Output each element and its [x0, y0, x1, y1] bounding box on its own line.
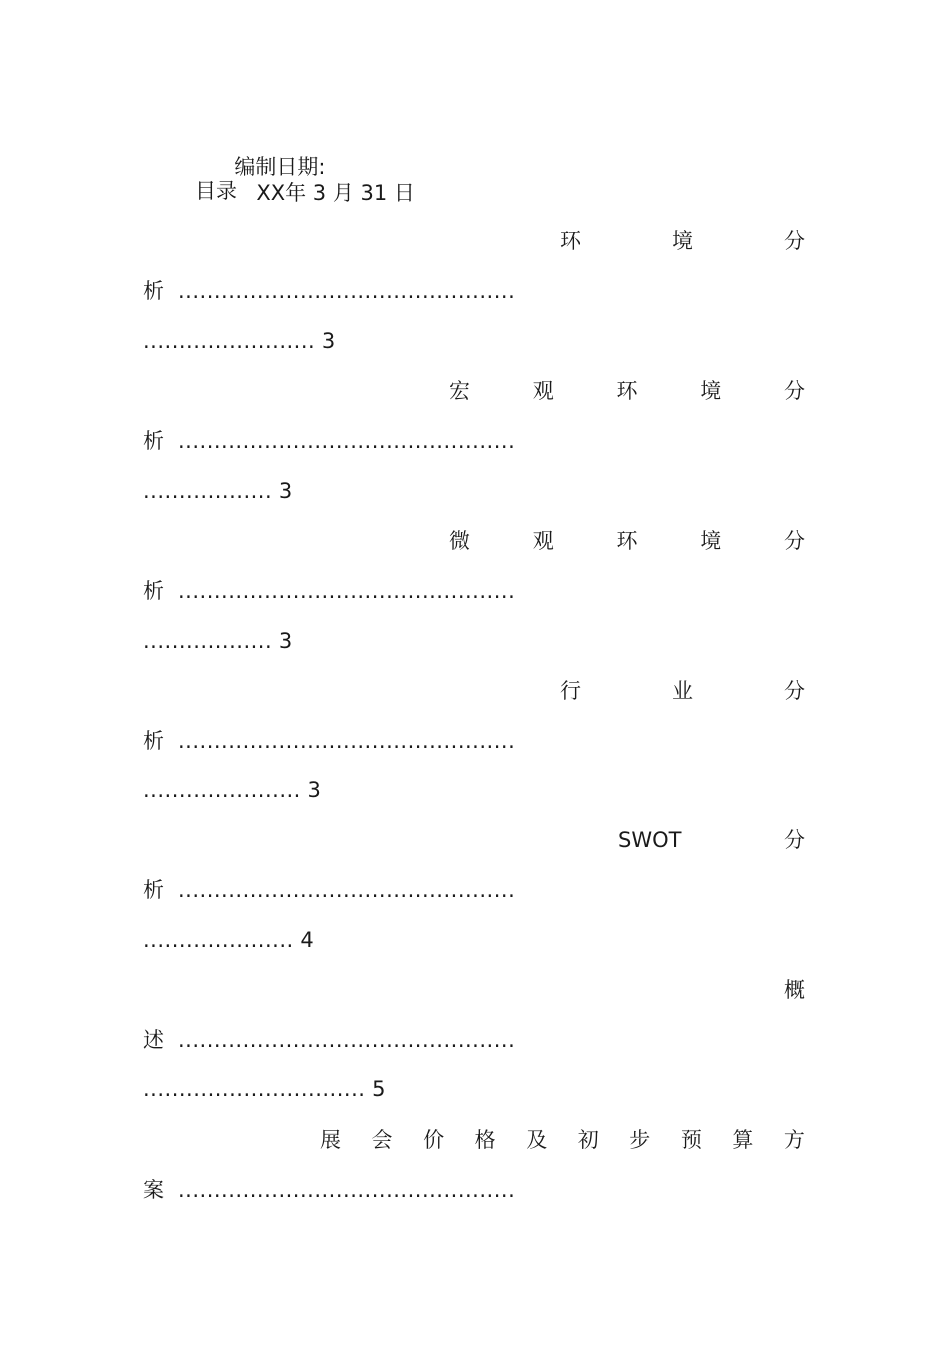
- toc-entry-char: 宏: [449, 379, 470, 403]
- toc-leader-dots: ..................: [143, 479, 273, 503]
- toc-heading: 目录: [195, 179, 237, 203]
- toc-entry-char: 环: [560, 229, 581, 253]
- toc-leader-dots: ...............................: [143, 1077, 366, 1101]
- toc-entry-char: 方: [783, 1128, 805, 1152]
- toc-page-number: 3: [278, 629, 293, 653]
- toc-leader-dots: ..................: [143, 629, 273, 653]
- toc-leader-dots: ......................: [143, 778, 301, 802]
- toc-entry-7-head[interactable]: [320, 1126, 805, 1154]
- toc-entry-char: 概: [784, 978, 805, 1002]
- toc-entry-tail: 案: [143, 1178, 164, 1202]
- toc-entry-3-leader: [143, 578, 515, 604]
- toc-entry-char: 分: [784, 679, 805, 703]
- toc-entry-5-head[interactable]: [618, 826, 805, 854]
- toc-entry-char: 格: [474, 1128, 496, 1152]
- toc-entry-char: 预: [680, 1128, 702, 1152]
- toc-leader-dots: ...............................................: [178, 1178, 516, 1202]
- toc-entry-char: 微: [449, 529, 470, 553]
- toc-leader-dots: ...............................................: [178, 579, 516, 603]
- toc-entry-5-page: [143, 927, 314, 953]
- toc-entry-char: 展: [320, 1128, 341, 1152]
- toc-entry-char: 环: [616, 529, 638, 553]
- toc-page-number: 5: [372, 1077, 386, 1101]
- toc-entry-char: 观: [532, 379, 554, 403]
- toc-entry-char: 分: [784, 379, 805, 403]
- toc-leader-dots: ...............................................: [178, 729, 516, 753]
- toc-entry-char: 算: [732, 1128, 754, 1152]
- toc-entry-char: 境: [700, 379, 722, 403]
- toc-entry-4-page: [143, 777, 321, 803]
- toc-entry-7-leader: [143, 1177, 515, 1203]
- toc-entry-tail: 析: [143, 729, 164, 753]
- toc-entry-6-leader: [143, 1027, 515, 1053]
- toc-entry-4-leader: [143, 728, 515, 754]
- toc-entry-tail: 析: [143, 579, 164, 603]
- compile-date-label: 编制日期:: [234, 155, 326, 179]
- toc-leader-dots: ...............................................: [178, 878, 516, 902]
- toc-entry-tail: 析: [143, 429, 164, 453]
- toc-leader-dots: ...............................................: [178, 1028, 516, 1052]
- toc-entry-char: 行: [560, 679, 581, 703]
- toc-entry-char: SWOT: [618, 828, 682, 852]
- toc-entry-tail: 析: [143, 279, 164, 303]
- toc-entry-3-page: [143, 628, 292, 654]
- toc-page-number: 3: [278, 479, 293, 503]
- compile-date: [221, 128, 415, 206]
- toc-entry-tail: 述: [143, 1028, 164, 1052]
- toc-page-number: 4: [300, 928, 314, 952]
- toc-entry-2-head[interactable]: [449, 377, 805, 405]
- toc-entry-char: 分: [784, 529, 805, 553]
- toc-entry-3-head[interactable]: [449, 527, 805, 555]
- toc-entry-1-page: [143, 328, 335, 354]
- toc-leader-dots: .....................: [143, 928, 294, 952]
- toc-entry-6-page: [143, 1076, 386, 1102]
- toc-entry-char: 分: [784, 229, 805, 253]
- toc-entry-char: 会: [371, 1128, 393, 1152]
- toc-entry-1-head[interactable]: [560, 227, 805, 255]
- toc-entry-5-leader: [143, 877, 515, 903]
- toc-entry-4-head[interactable]: [560, 677, 805, 705]
- toc-entry-char: 境: [700, 529, 722, 553]
- toc-entry-char: 及: [526, 1128, 548, 1152]
- toc-entry-1-leader: [143, 278, 515, 304]
- toc-entry-char: 分: [784, 828, 805, 852]
- toc-entry-char: 环: [616, 379, 638, 403]
- toc-entry-char: 价: [423, 1128, 445, 1152]
- toc-entry-tail: 析: [143, 878, 164, 902]
- toc-entry-char: 步: [629, 1128, 651, 1152]
- toc-entry-2-page: [143, 478, 292, 504]
- toc-entry-6-head[interactable]: [780, 976, 805, 1004]
- toc-entry-2-leader: [143, 428, 515, 454]
- compile-date-value: XX年 3 月 31 日: [256, 181, 415, 205]
- toc-page-number: 3: [321, 329, 336, 353]
- toc-entry-char: 境: [672, 229, 693, 253]
- toc-entry-char: 业: [672, 679, 693, 703]
- toc-page-number: 3: [307, 778, 321, 802]
- toc-leader-dots: ........................: [143, 329, 316, 353]
- toc-entry-char: 初: [577, 1128, 599, 1152]
- toc-leader-dots: ...............................................: [178, 279, 516, 303]
- toc-leader-dots: ...............................................: [178, 429, 516, 453]
- toc-entry-char: 观: [532, 529, 554, 553]
